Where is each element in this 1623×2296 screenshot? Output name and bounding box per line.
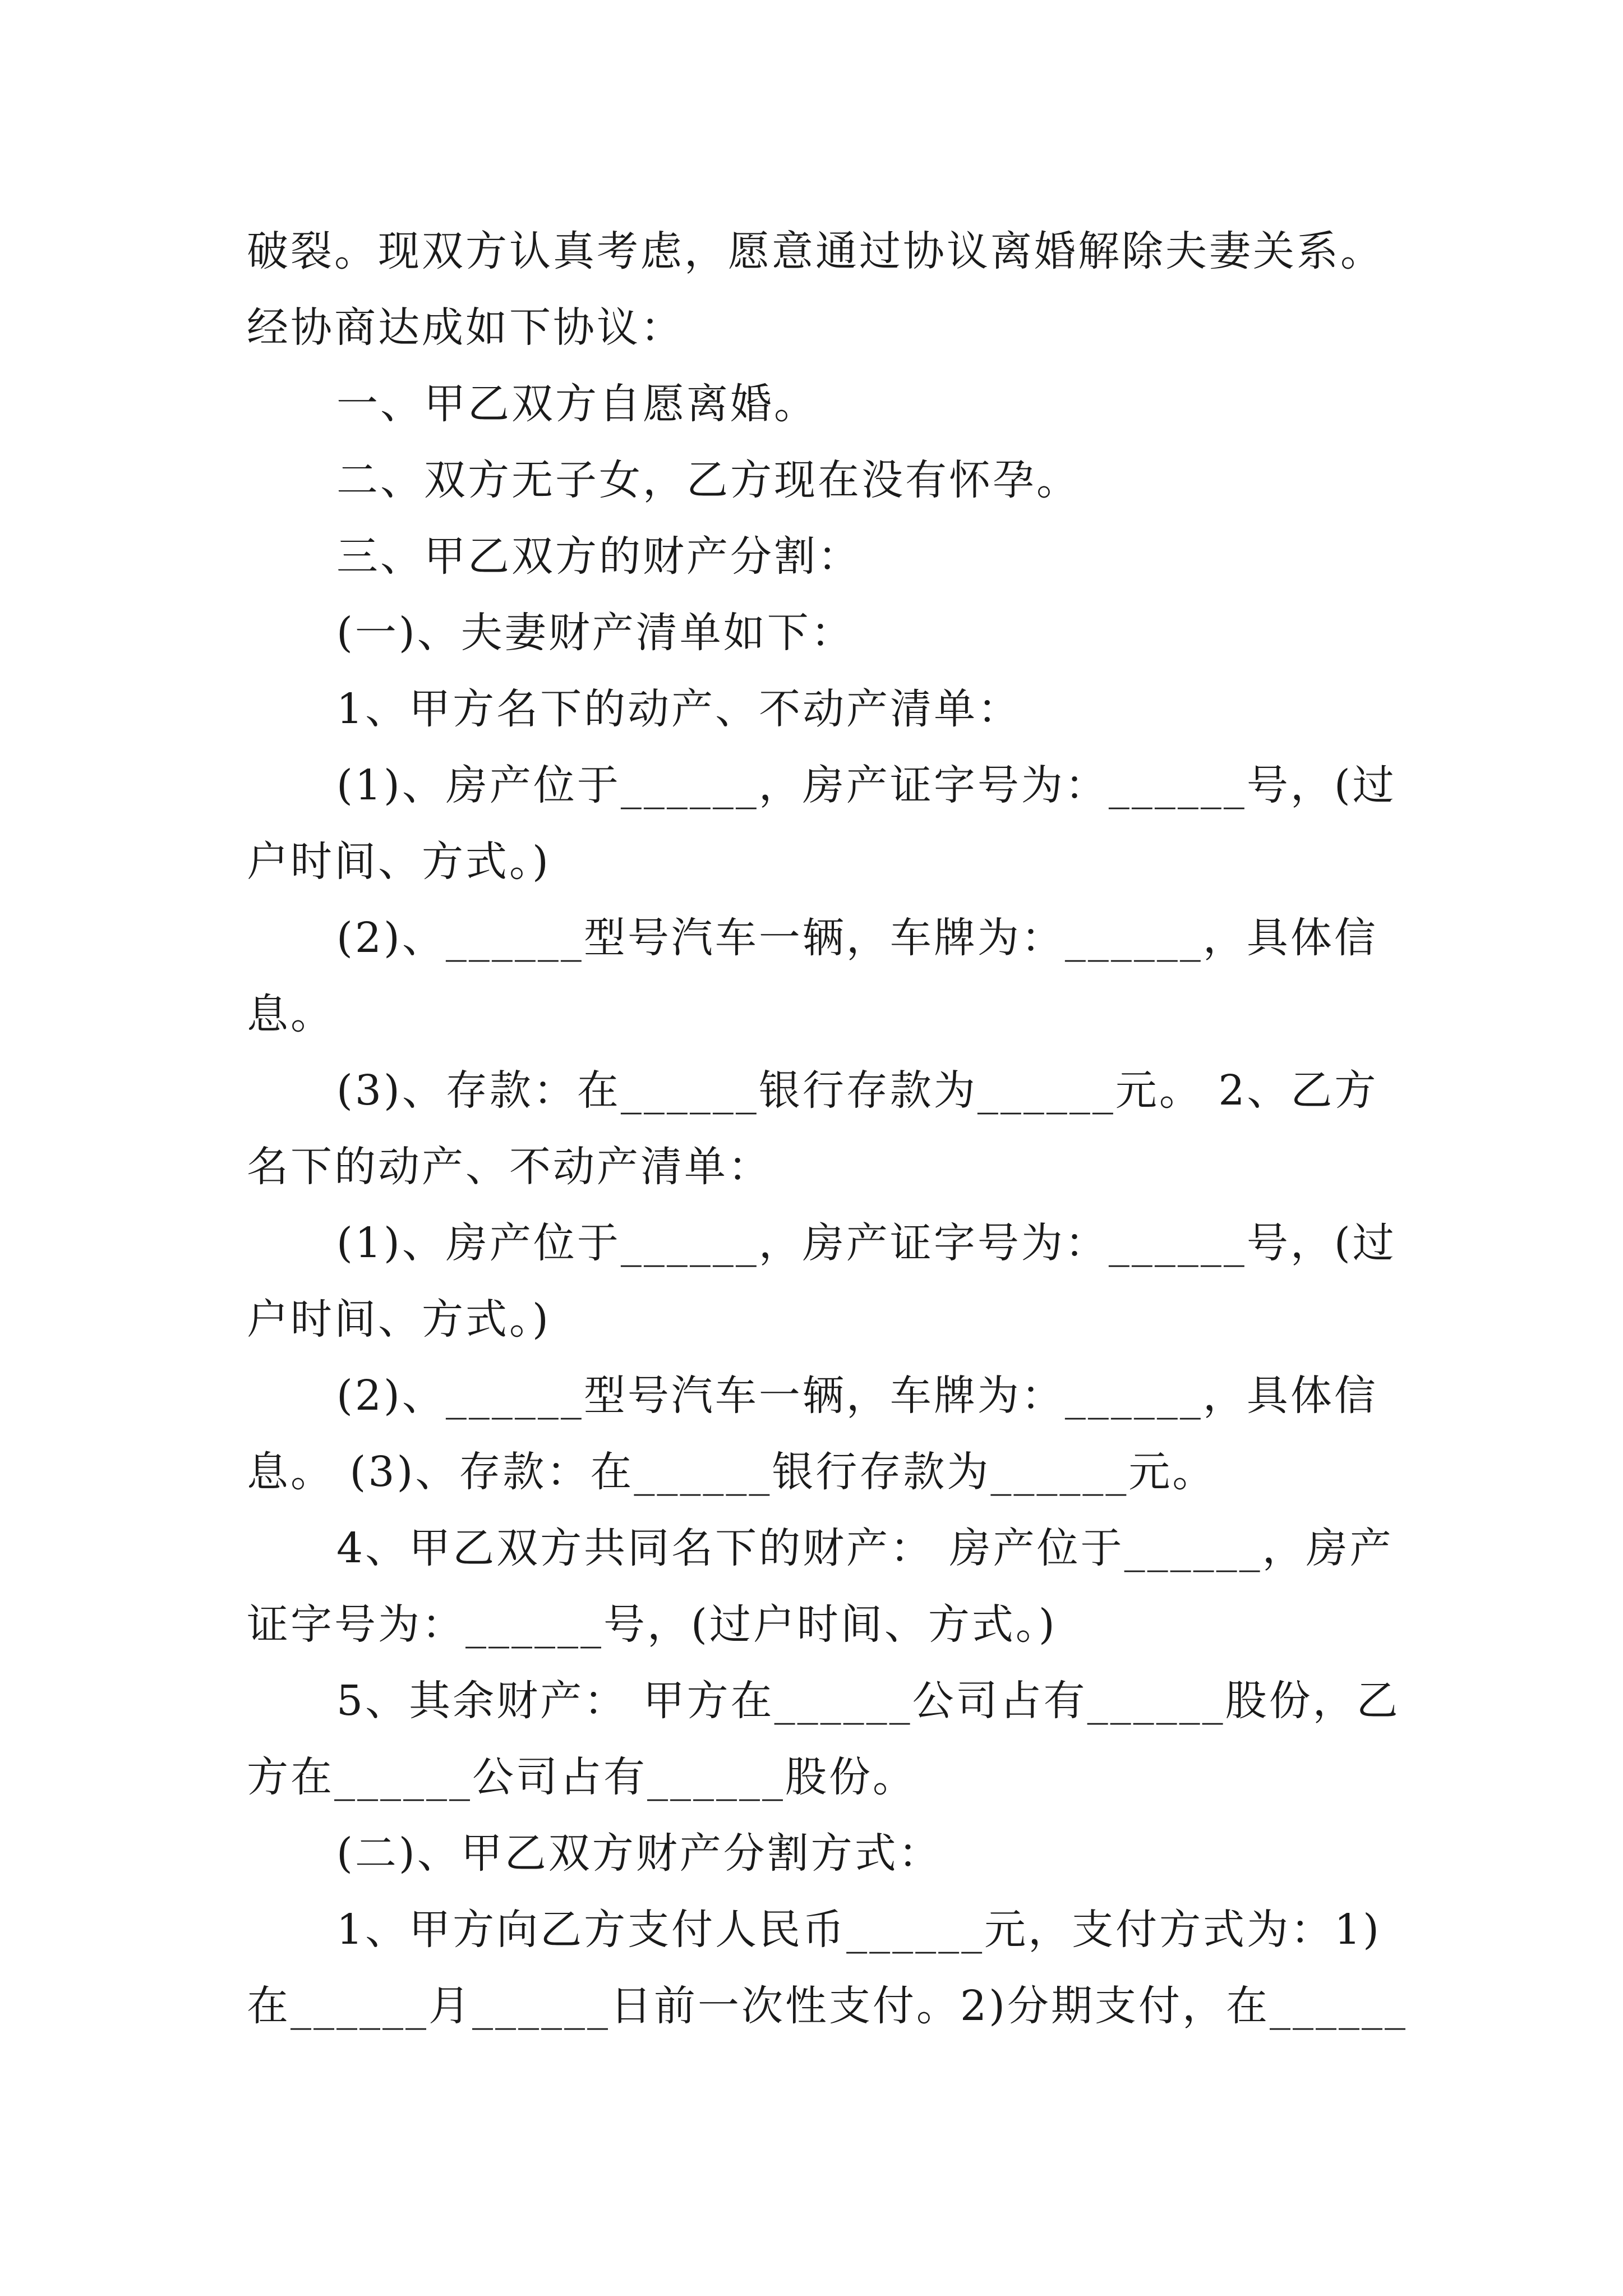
text-line: (1)、房产位于______，房产证字号为：______号，(过	[336, 761, 1396, 809]
text-line: 户时间、方式。)	[247, 838, 551, 886]
text-line: 息。	[247, 990, 334, 1038]
clause-2: 二、双方无子女，乙方现在没有怀孕。	[336, 456, 1080, 504]
text-line: 证字号为：______号，(过户时间、方式。)	[247, 1600, 1057, 1649]
text-line: 1、甲方向乙方支付人民币______元，支付方式为：1)	[336, 1906, 1382, 1954]
text-line: (3)、存款：在______银行存款为______元。 2、乙方	[336, 1066, 1378, 1115]
text-line: 破裂。现双方认真考虑，愿意通过协议离婚解除夫妻关系。	[247, 227, 1384, 275]
clause-1: 一、甲乙双方自愿离婚。	[336, 380, 818, 428]
agreement-body	[247, 213, 1408, 2044]
joint-property-heading: 4、甲乙双方共同名下的财产： 房产位于______，房产	[336, 1524, 1394, 1572]
other-property-heading: 5、其余财产： 甲方在______公司占有______股份，乙	[336, 1677, 1400, 1725]
text-line: 在______月______日前一次性支付。2)分期支付，在______	[247, 1982, 1408, 2030]
text-line: 息。 (3)、存款：在______银行存款为______元。	[247, 1448, 1216, 1496]
clause-3: 三、甲乙双方的财产分割：	[336, 532, 861, 581]
party-a-property-heading: 1、甲方名下的动产、不动产清单：	[336, 685, 1022, 733]
text-line: (1)、房产位于______，房产证字号为：______号，(过	[336, 1219, 1396, 1267]
text-line: 名下的动产、不动产清单：	[247, 1143, 772, 1191]
subsection-property-list: (一)、夫妻财产清单如下：	[336, 609, 855, 657]
text-line: (2)、______型号汽车一辆，车牌为：______，具体信	[336, 914, 1378, 962]
text-line: 户时间、方式。)	[247, 1295, 551, 1343]
text-line: 经协商达成如下协议：	[247, 303, 684, 352]
text-line: 方在______公司占有______股份。	[247, 1753, 916, 1801]
subsection-division-method: (二)、甲乙双方财产分割方式：	[336, 1829, 942, 1878]
text-line: (2)、______型号汽车一辆，车牌为：______，具体信	[336, 1372, 1378, 1420]
